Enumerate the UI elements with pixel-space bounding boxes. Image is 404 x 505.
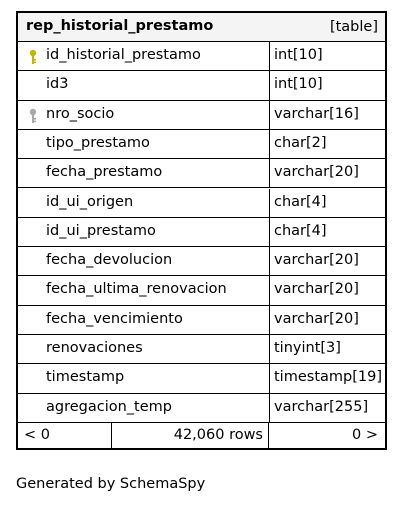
- column-name: nro_socio: [46, 105, 115, 122]
- table-row[interactable]: [18, 335, 385, 364]
- column-type: varchar[255]: [269, 394, 385, 422]
- column-name: id_ui_origen: [46, 193, 134, 210]
- schema-table: [16, 11, 387, 450]
- table-row[interactable]: [18, 218, 385, 247]
- column-type: varchar[20]: [269, 276, 385, 304]
- table-row[interactable]: [18, 247, 385, 276]
- parent-count[interactable]: < 0: [24, 427, 50, 443]
- column-name: tipo_prestamo: [46, 134, 150, 151]
- generated-by-note: Generated by SchemaSpy: [16, 476, 206, 492]
- table-kind: [table]: [329, 19, 378, 35]
- column-type: int[10]: [269, 71, 385, 99]
- table-row[interactable]: [18, 306, 385, 335]
- column-type: char[4]: [269, 218, 385, 246]
- primary-key-icon: [28, 49, 38, 65]
- column-type: tinyint[3]: [269, 335, 385, 363]
- column-type: int[10]: [269, 42, 385, 70]
- column-type: timestamp[19]: [269, 364, 385, 392]
- column-type: varchar[20]: [269, 159, 385, 187]
- column-type: varchar[16]: [269, 101, 385, 129]
- table-row[interactable]: [18, 42, 385, 71]
- column-name: id_historial_prestamo: [46, 47, 201, 63]
- column-type: varchar[20]: [269, 247, 385, 275]
- table-row[interactable]: [18, 159, 385, 188]
- column-name: agregacion_temp: [46, 398, 172, 415]
- table-row[interactable]: [18, 276, 385, 305]
- foreign-key-icon: [28, 108, 38, 124]
- table-row[interactable]: [18, 130, 385, 159]
- column-name: timestamp: [46, 369, 125, 386]
- table-row[interactable]: [18, 189, 385, 218]
- child-count[interactable]: 0 >: [352, 427, 378, 443]
- column-name: fecha_devolucion: [46, 252, 173, 269]
- table-row[interactable]: [18, 394, 385, 423]
- column-type: varchar[20]: [269, 306, 385, 334]
- row-count: 42,060 rows: [111, 423, 269, 448]
- column-name: id3: [46, 76, 69, 93]
- table-row[interactable]: [18, 101, 385, 130]
- table-footer: [18, 423, 385, 448]
- column-name: fecha_vencimiento: [46, 310, 183, 327]
- column-name: renovaciones: [46, 340, 143, 356]
- table-header: [18, 13, 385, 42]
- table-row[interactable]: [18, 71, 385, 100]
- table-name[interactable]: rep_historial_prestamo: [26, 18, 214, 34]
- column-name: fecha_ultima_renovacion: [46, 281, 227, 298]
- column-name: fecha_prestamo: [46, 164, 163, 181]
- column-type: char[2]: [269, 130, 385, 158]
- column-type: char[4]: [269, 189, 385, 217]
- table-row[interactable]: [18, 364, 385, 393]
- column-name: id_ui_prestamo: [46, 222, 156, 239]
